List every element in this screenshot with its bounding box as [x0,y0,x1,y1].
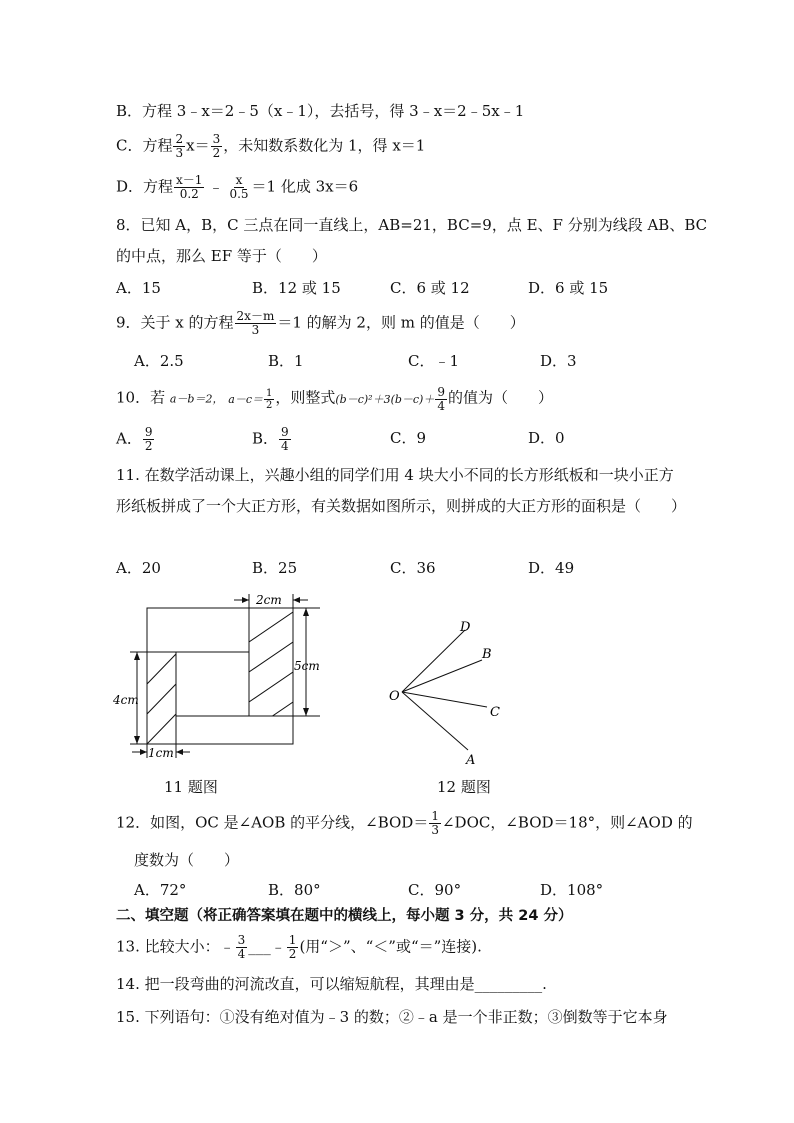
q8-option-c: C．6 或 12 [390,279,470,297]
label-a: A [466,753,476,768]
q9-stem [116,310,525,337]
label-1cm: 1cm [148,746,174,760]
q13-stem: 13. 比较大小：﹣ $\frac{3}{4}$ ___﹣ $\frac{1}{2}$ (用“＞”、“＜”或“＝”连接). [116,933,482,961]
q8-option-b: B．12 或 15 [252,279,341,297]
q10-condition-2: a－c＝ $\frac{1}{2}$ [228,388,273,411]
q14-stem: 14. 把一段弯曲的河流改直，可以缩短航程，其理由是_________. [116,975,547,993]
q8-option-d: D．6 或 15 [528,279,609,297]
q9-suffix: ＝1 的解为 2，则 m 的值是（ ） [277,313,525,332]
figure-11-caption: 11 题图 [164,778,218,796]
ray-oc [402,692,487,707]
ray-oa [402,692,468,750]
q12-prefix: 12．如图，OC 是∠AOB 的平分线，∠BOD＝ [116,813,429,832]
q7d-suffix: ＝1 化成 3x＝6 [251,177,359,196]
ray-ob [402,660,482,692]
q9-option-c: C．﹣1 [408,352,460,370]
q9-option-b: B．1 [268,352,304,370]
fraction-3-4: $\frac{3}{4}$ [237,933,246,961]
q15-stem: 15. 下列语句：①没有绝对值为﹣3 的数；②﹣a 是一个非正数；③倒数等于它本身 [116,1008,668,1026]
q11-option-a: A．20 [116,559,161,577]
q9-prefix: 9．关于 x 的方程 [116,313,234,332]
ray-od [402,630,465,692]
q8-option-a: A．15 [116,279,161,297]
q13-suffix: (用“＞”、“＜”或“＝”连接). [299,937,482,956]
q11-line2: 形纸板拼成了一个大正方形，有关数据如图所示，则拼成的大正方形的面积是（ ） [116,497,687,515]
q10-option-b: B． $\frac{9}{4}$ [252,425,289,453]
q7c-middle: x＝ [186,136,210,155]
q11-option-d: D．49 [528,559,575,577]
q7-option-b: B．方程 3﹣x＝2﹣5（x﹣1），去括号，得 3﹣x＝2﹣5x﹣1 [116,102,525,120]
q10-option-c: C．9 [390,429,427,447]
fraction-x-0-5: $\frac{x}{0.5}$ [229,173,249,201]
fraction-2x-m-3: $\frac{2x-m}{3}$ [236,309,275,337]
q11-option-b: B．25 [252,559,298,577]
q8-line1: 8．已知 A，B，C 三点在同一直线上，AB=21，BC=9，点 E、F 分别为线段 AB、BC [116,216,708,234]
q7c-prefix: C．方程 [116,136,173,155]
q12-option-a: A．72° [134,881,187,899]
q12-option-d: D．108° [540,881,604,899]
q10-condition-1: a－b＝2， [169,392,224,406]
section-2-heading: 二、填空题（将正确答案填在题中的横线上，每小题 3 分，共 24 分） [116,908,573,924]
q10-stem [116,386,553,413]
q10-prefix: 10．若 [116,388,166,407]
q9-option-d: D．3 [540,352,577,370]
q7-option-d [116,174,358,201]
q12-option-b: B．80° [268,881,321,899]
figure-12-angles [386,612,516,770]
figure-11-rectangles [110,590,340,765]
q9-option-a: A．2.5 [134,352,184,370]
label-o: O [389,689,400,704]
fraction-2-3: $\frac{2}{3}$ [175,132,184,160]
fraction-1-3: $\frac{1}{3}$ [431,809,439,837]
q10-suffix: 的值为（ ） [448,388,554,407]
q10-option-d: D．0 [528,429,565,447]
fraction-1-2: $\frac{1}{2}$ [288,933,297,961]
q12-stem [116,810,693,837]
label-4cm: 4cm [113,693,139,707]
label-2cm: 2cm [256,593,282,607]
q12-option-c: C．90° [408,881,462,899]
label-b: B [482,647,492,662]
q7d-prefix: D．方程 [116,177,174,196]
label-5cm: 5cm [294,659,320,673]
q13-prefix: 13. 比较大小： [116,937,220,956]
outer-square [147,608,293,744]
fraction-x-minus-1: $\frac{x-1}{0.2}$ [176,173,203,201]
q13-blank[interactable]: ___ [248,937,271,956]
q12-line2: 度数为（ ） [134,851,240,869]
figure-12-caption: 12 题图 [437,778,491,796]
q10-option-a: A． $\frac{9}{2}$ [116,425,153,453]
label-c: C [490,705,500,720]
q10-middle: ，则整式 [275,388,336,407]
q10-expression: (b－c)²＋3(b－c)＋ $\frac{9}{4}$ [335,385,445,413]
q11-option-c: C．36 [390,559,436,577]
q11-line1: 11. 在数学活动课上，兴趣小组的同学们用 4 块大小不同的长方形纸板和一块小正方 [116,466,674,484]
hatch-right [249,612,293,732]
label-d: D [460,620,471,635]
q12-suffix: ∠DOC，∠BOD＝18°，则∠AOD 的 [441,813,693,832]
fraction-3-2: $\frac{3}{2}$ [212,132,221,160]
q7-option-c [116,133,425,160]
q8-line2: 的中点，那么 EF 等于（ ） [116,247,327,265]
q7c-suffix: ，未知数系数化为 1，得 x＝1 [223,136,426,155]
q7d-minus: ﹣ [208,177,224,196]
